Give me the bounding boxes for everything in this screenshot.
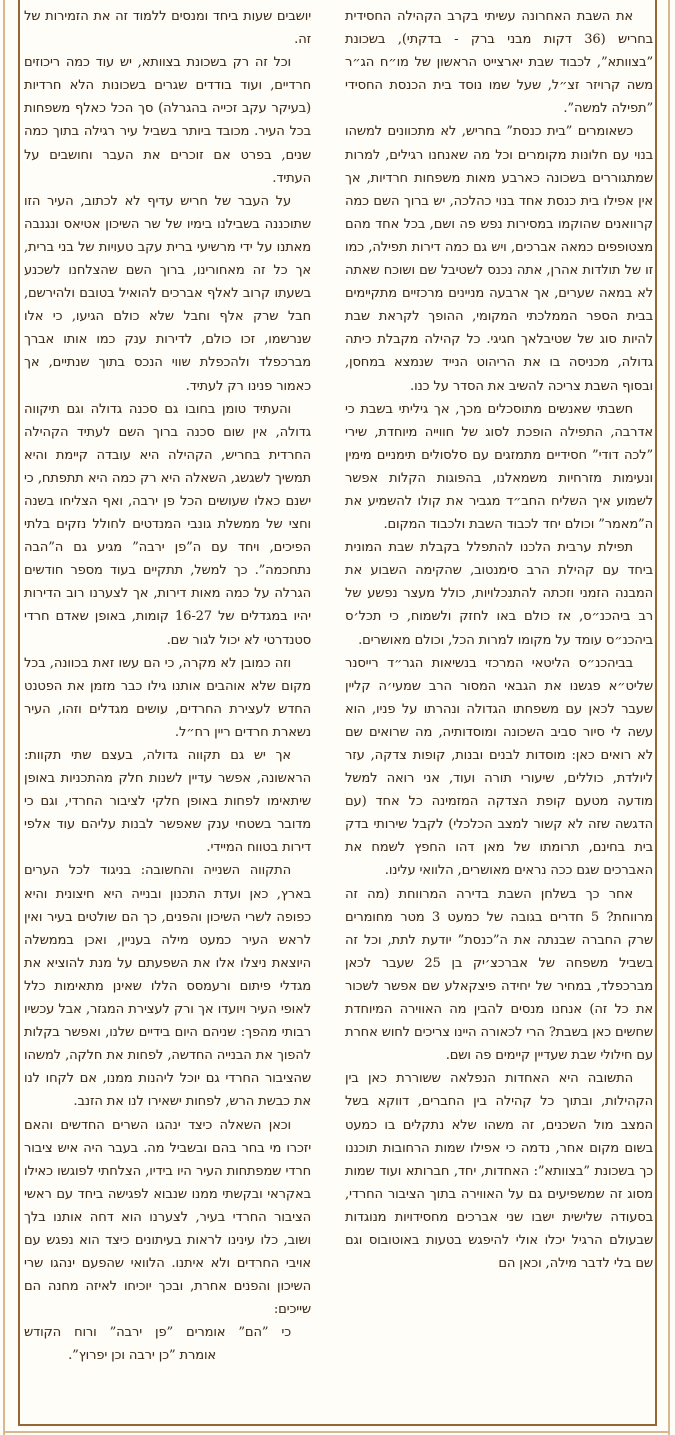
paragraph: וכאן השאלה כיצד ינהגו השרים החדשים והאם יזכרו מי בחר בהם ובשביל מה. בעבר היה איש ציבור חרדי שמפתחות העיר היו בידיו, הצלחתי לפוגשו כאילו באקראי ובקשתי ממנו שנבוא לפגישה ביחד עם ראשי הציבור החרדי בעיר, לצערנו הוא דחה אותנו בלך ושוב, כלו עינינו לראות בעיתונים כיצד הוא נפגש עם אויבי החרדים ולא איתנו. הלוואי שהפעם ינהגו שרי השיכון והפנים אחרת, ובכך יוכיחו לאיזה מחנה הם שייכים: bbox=[24, 1117, 311, 1318]
paragraph: כי ”הם” אומרים ”פן ירבה” ורוח הקודש bbox=[24, 1325, 291, 1341]
article-content bbox=[24, 5, 653, 1417]
paragraph: והעתיד טומן בחובו גם סכנה גדולה וגם תיקווה גדולה, אין שום סכנה ברוך השם לעתיד הקהילה החרדית בחריש, הקהילה היא עובדה קיימת והיא תמשיך לשגשג, השאלה היא רק כמה היא תתפתח, כי ישנם כאלו שעושים הכל פן ירבה, ואף הצליחו בשנה וחצי של ממשלת גונבי המנדטים לחולל נזקים בלתי הפיכים, ויחד עם ה”פן ירבה” מגיע גם ה”הבה נתחכמה”. כך למשל, תתקיים בעוד מספר חודשים הגרלה על כמה מאות דירות, אך לצערנו רוב הדירות יהיו במגדלים של 16-27 קומות, באופן שאדם חרדי סטנדרטי לא יכול לגור שם. bbox=[24, 401, 311, 648]
paragraph: על העבר של חריש עדיף לא לכתוב, העיר הזו שתוכננה בשבילנו בימיו של שר השיכון אטיאס ונגנבה מאתנו על ידי מרשיעי ברית עקב טעויות של בני ברית, אך כל זה מאחורינו, ברוך השם שהצלחנו לשכנע בשעתו קרוב לאלף אברכים להואיל בטובם ולהירשם, חבל שרק אלף וחבל שלא כולם הגיעו, כי אלו שנרשמו, זכו כולם, לדירות ענק כמו אותו אברך מברכפלד ולהכפלת שווי הנכס בתוך שנתיים, אך כאמור פנינו רק לעתיד. bbox=[24, 193, 311, 394]
frame-outer-bottom-line bbox=[3, 1431, 670, 1433]
frame-outer-right-line bbox=[668, 0, 670, 1435]
article-column-left bbox=[24, 5, 311, 1417]
paragraph: וזה כמובן לא מקרה, כי הם עשו זאת בכוונה, בכל מקום שלא אוהבים אותנו גילו כבר מזמן את הפטנט החדש לעצירת החרדים, עושים מגדלים וזהו, העיר נשארת חרדים ריין רח״ל. bbox=[24, 655, 311, 740]
paragraph: התשובה היא האחדות הנפלאה ששוררת כאן בין הקהילות, ובתוך כל קהילה בין החברים, דווקא בשל המצב מול השכנים, זה משהו שלא נתקלים בו כמעט בשום מקום אחר, נדמה כי אפילו שמות הרחובות תוכננו כך בשכונת ”בצוותא”: האחדות, יחד, חברותא ועוד שמות מסוג זה שמשפיעים גם על האווירה בתוך הציבור החרדי, בסעודה שלישית ישבו שני אברכים מחסידויות מנוגדות שבעולם הרגיל יכלו אולי להיפגש בטעות באוטובוס וגם שם בלי לדבר מילה, וכאן הם bbox=[345, 1071, 653, 1272]
paragraph: אך יש גם תקווה גדולה, בעצם שתי תקוות: הראשונה, אפשר עדיין לשנות חלק מהתכניות באופן שיתאימו לפחות באופן חלקי לציבור החרדי, וגם כי מדובר בשטחי ענק שאפשר לבנות עליהם עוד אלפי דירות בטווח המיידי. bbox=[24, 748, 311, 856]
paragraph: וכל זה רק בשכונת בצוותא, יש עוד כמה ריכוזים חרדיים, ועוד בודדים שגרים בשכונות הלא חרדיות (בעיקר עקב זכייה בהגרלה) סך הכל כאלף משפחות בכל העיר. מכובד ביותר בשביל עיר רגילה בתוך כמה שנים, בפרט אם זוכרים את העבר וחושבים על העתיד. bbox=[24, 55, 311, 186]
paragraph: התקווה השנייה והחשובה: בניגוד לכל הערים בארץ, כאן ועדת התכנון ובנייה היא חיצונית והיא כפופה לשרי השיכון והפנים, כך הם שולטים בעיר ואין לראש העיר כמעט מילה בעניין, ואכן בממשלה היוצאת ניצלו אלו את השפעתם על מנת להוציא את מגדלי פיתום ורעמסס הללו שאינן מתאימות כלל לאופי העיר ויועדו אך ורק לעצירת המגזר, אבל עכשיו רבותי מהפך: שניהם היום בידיים שלנו, ואפשר בקלות להפוך את הבנייה החדשה, לפחות את חלקה, למשהו שהציבור החרדי גם יוכל ליהנות ממנו, אם לקחו לנו את כבשת הרש, לפחות ישאירו לנו את הזנב. bbox=[24, 863, 311, 1110]
paragraph: אחר כך בשלחן השבת בדירה המרווחת (מה זה מרווחת? 5 חדרים בגובה של כמעט 3 מטר מחומרים שרק החברה שבנתה את ה”כנסת” יודעת לתת, וכל זה בשביל משפחה של אברכצ׳יק בן 25 שעבר לכאן מברכפלד, במחיר של יחידה פיצקאלע שם אפשר לשכור את כל זה) אנחנו מנסים להבין מה האווירה המיוחדת שחשים כאן בשבת? הרי לכאורה היינו צריכים לחוש אחרת עם חילולי שבת שעדיין קיימים פה ושם. bbox=[345, 886, 653, 1064]
paragraph: תפילת ערבית הלכנו להתפלל בקבלת שבת המונית ביחד עם קהילת הרב סימנטוב, שהקימה השבוע את המבנה הזמני וזכתה להתנכלויות, כולל מעצר נפשע של רב ביהכנ״ס, אז כולם באו לחזק ולשמוח, כי תכל׳ס ביהכנ״ס עומד על מקומו למרות הכל, וכולם מאושרים. bbox=[345, 540, 653, 648]
paragraph: את השבת האחרונה עשיתי בקרב הקהילה החסידית בחריש (36 דקות מבני ברק - בדקתי), בשכונת ”בצוותא”, לכבוד שבת יארצייט הראשון של מו״ח הג״ר משה קרויזר זצ״ל, שעל שמו נוסד בית הכנסת החסידי ”תפילה למשה”. bbox=[345, 9, 653, 117]
paragraph: אומרת ”כן ירבה וכן יפרוץ”. bbox=[68, 1348, 216, 1364]
frame-inner-left-line bbox=[18, 0, 20, 1426]
paragraph: כשאומרים ”בית כנסת” בחריש, לא מתכוונים למשהו בנוי עם חלונות מקומרים וכל מה שאנחנו רגילים, למרות שמתגוררים בשכונה כארבע מאות משפחות חרדיות, אך אין אפילו בית כנסת אחד בנוי כהלכה, יש ברוך השם כמה קרוואנים שהוקמו במסירות נפש פה ושם, בכל אחד מהם מצטופפים כמאה אברכים, ויש גם כמה דירות תפילה, כמו זו של תולדות אהרן, אתה נכנס לשטיבל שם ושוכח שאתה לא במאה שערים, אך ארבעה מניינים מרכזיים מתקיימים בבית הספר הממלכתי המקומי, ההופך לקראת שבת להיות סוג של שטיבלאך חגיגי. כל קהילה מקבלת כיתה גדולה, מכניסה בו את הריהוט הנייד שנמצא במחסן, ובסוף השבת צריכה להשיב את הסדר על כנו. bbox=[345, 124, 653, 394]
frame-inner-right-line bbox=[655, 0, 657, 1426]
frame-inner-bottom-line bbox=[18, 1424, 657, 1426]
article-column-right bbox=[345, 5, 653, 1417]
frame-outer-left-line bbox=[3, 0, 5, 1435]
paragraph: חשבתי שאנשים מתוסכלים מכך, אך גיליתי בשבת כי אדרבה, התפילה הופכת לסוג של חווייה מיוחדת, שירי ”לכה דודי” חסידיים מתמזגים עם סלסולים תימניים מימין ונעימות מזרחיות משמאלנו, בהפוגות הקלות אפשר לשמוע איך השליח החב״ד מגביר את קולו להשמיע את ה”מאמר” וכולם יחד לכבוד השבת ולכבוד המקום. bbox=[345, 401, 653, 533]
paragraph: יושבים שעות ביחד ומנסים ללמוד זה את הזמירות של זה. bbox=[24, 9, 311, 48]
paragraph: בביהכנ״ס הליטאי המרכזי בנשיאות הגר״ד רייסנר שליט״א פגשנו את הגבאי המסור הרב שמעי׳ה קליין שעבר לכאן עם משפחתו הגדולה ונהרתו על פניו, הוא עשה לי סיור סביב השכונה ומוסדותיה, מה שרואים שם לא רואים כאן: מוסדות לבנים ובנות, קופות צדקה, עזר ליולדת, כוללים, שיעורי תורה ועוד, אני רואה למשל מודעה מטעם קופת הצדקה המזמינה כל אחד (עם הדגשה שזה לא קשור למצב הכלכלי) לקבל שירותי בדק בית בחינם, תרומתו של מאן דהו החפץ לשמח את האברכים שגם ככה נראים מאושרים, הלוואי עלינו. bbox=[345, 655, 653, 879]
